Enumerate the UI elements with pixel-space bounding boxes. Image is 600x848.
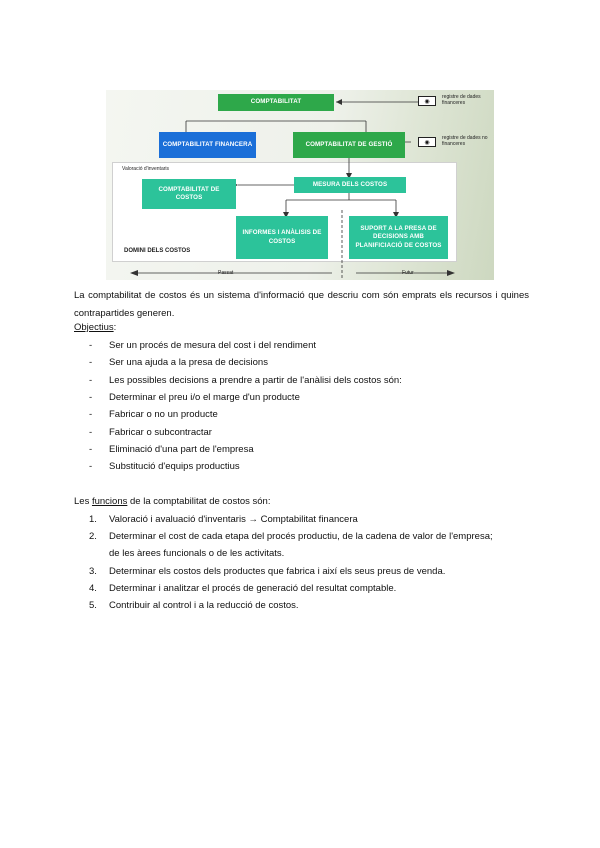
document-icon: ◉ bbox=[418, 137, 436, 147]
objectius-heading bbox=[74, 322, 116, 333]
list-item-text: Fabricar o subcontractar bbox=[109, 427, 212, 438]
list-item-text: Ser un procés de mesura del cost i del rendiment bbox=[109, 340, 316, 351]
item-number: 2. bbox=[89, 531, 97, 542]
cost-accounting-diagram bbox=[106, 90, 494, 280]
comptabilitat-financera-box: COMPTABILITAT FINANCERA bbox=[159, 132, 256, 158]
item-number: 1. bbox=[89, 514, 97, 525]
bullet-dash: - bbox=[89, 409, 93, 420]
list-item-text: Determinar el preu i/o el marge d'un producte bbox=[109, 392, 300, 403]
numbered-item-text: Valoració i avaluació d'inventaris → Comptabilitat financera bbox=[109, 514, 358, 525]
registre-financeres-label: registre de dades financeres bbox=[442, 94, 481, 106]
bullet-dash: - bbox=[89, 427, 93, 438]
informes-box: INFORMES I ANÀLISIS DE COSTOS bbox=[236, 216, 328, 259]
funcions-heading bbox=[74, 496, 270, 507]
arrow-head bbox=[447, 270, 455, 276]
numbered-item-text: Determinar el cost de cada etapa del procés productiu, de la cadena de valor de l'empresa; bbox=[109, 531, 493, 542]
futur-label: Futur bbox=[402, 270, 414, 276]
list-item-text: Substitució d'equips productius bbox=[109, 461, 240, 472]
bullet-dash: - bbox=[89, 340, 93, 351]
document-icon: ◉ bbox=[418, 96, 436, 106]
intro-paragraph: La comptabilitat de costos és un sistema d'informació que descriu com són emprats els recursos i quines contrapartides generen. bbox=[74, 290, 529, 319]
list-item-text: Ser una ajuda a la presa de decisions bbox=[109, 357, 268, 368]
bullet-dash: - bbox=[89, 375, 93, 386]
bullet-dash: - bbox=[89, 461, 93, 472]
bullet-dash: - bbox=[89, 392, 93, 403]
suport-box: SUPORT A LA PRESA DE DECISIONS AMB PLANIFICIACIÓ DE COSTOS bbox=[349, 216, 448, 259]
arrow-head bbox=[336, 99, 342, 105]
numbered-item-text: Contribuir al control i a la reducció de costos. bbox=[109, 600, 299, 611]
item-number: 5. bbox=[89, 600, 97, 611]
bullet-dash: - bbox=[89, 444, 93, 455]
funcions-post: de la comptabilitat de costos són: bbox=[127, 496, 271, 507]
funcions-pre: Les bbox=[74, 496, 92, 507]
numbered-item-text: Determinar i analitzar el procés de generació del resultat comptable. bbox=[109, 583, 397, 594]
registre-no-financeres-label: registre de dades no financeres bbox=[442, 135, 488, 147]
item-number: 4. bbox=[89, 583, 97, 594]
mesura-costos-box: MESURA DELS COSTOS bbox=[294, 177, 406, 193]
comptabilitat-box: COMPTABILITAT bbox=[218, 94, 334, 111]
objectius-label: Objectius bbox=[74, 322, 114, 333]
list-item-text: Eliminació d'una part de l'empresa bbox=[109, 444, 254, 455]
objectius-colon: : bbox=[113, 322, 117, 333]
panel-label: Valoració d'inventaris bbox=[122, 166, 169, 172]
list-item-text: Les possibles decisions a prendre a partir de l'anàlisi dels costos són: bbox=[109, 375, 402, 386]
arrow-head bbox=[130, 270, 138, 276]
funcions-label: funcions bbox=[91, 496, 128, 507]
domini-label: DOMINI DELS COSTOS bbox=[124, 248, 191, 254]
item-number: 3. bbox=[89, 566, 97, 577]
passat-label: Passat bbox=[218, 270, 234, 276]
bullet-dash: - bbox=[89, 357, 93, 368]
comptabilitat-costos-box: COMPTABILITAT DE COSTOS bbox=[142, 179, 236, 209]
numbered-item-text: de les àrees funcionals o de les activitats. bbox=[109, 548, 285, 559]
comptabilitat-gestio-box: COMPTABILITAT DE GESTIÓ bbox=[293, 132, 405, 158]
list-item-text: Fabricar o no un producte bbox=[109, 409, 218, 420]
numbered-item-text: Determinar els costos dels productes que fabrica i així els seus preus de venda. bbox=[109, 566, 446, 577]
